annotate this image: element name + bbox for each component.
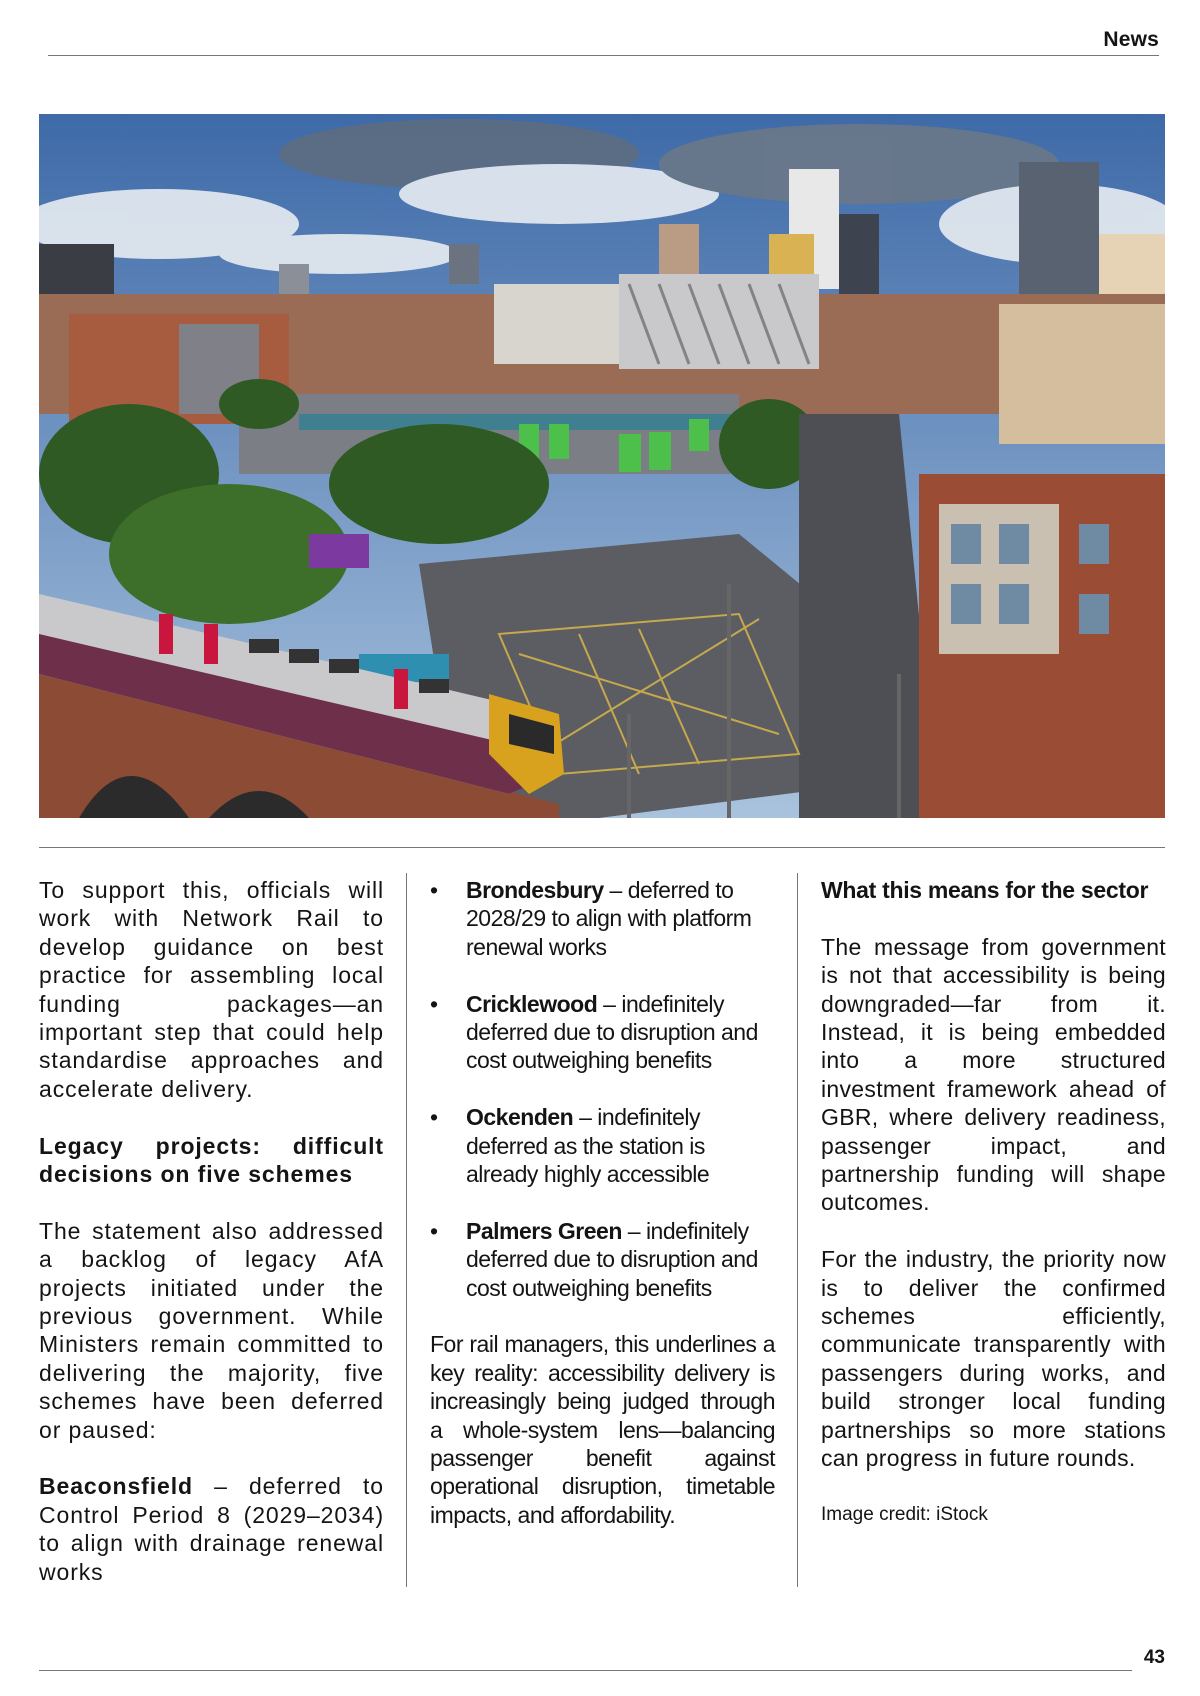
subheading: What this means for the sector (821, 877, 1149, 903)
column-divider (797, 873, 798, 1587)
header-divider (48, 55, 1159, 56)
list-item: • Cricklewood – indefinitely deferred due to disruption and cost outweighing benefits (430, 990, 758, 1074)
subheading: Legacy projects: difficult decisions on five schemes (39, 1132, 384, 1188)
list-item: • Palmers Green – indefinitely deferred due to disruption and cost outweighing benefits (430, 1217, 758, 1301)
scheme-beaconsfield: Beaconsfield – deferred to Control Period 8 (2029–2034) to align with drainage renewal works (39, 1473, 384, 1585)
paragraph: For rail managers, this underlines a key reality: accessibility delivery is increasingly being judged through a whole-system lens—balancing passenger benefit against operational disruption, timetable impacts, and affordability. (430, 1331, 775, 1528)
column-3 (821, 876, 1166, 1558)
list-item: • Ockenden – indefinitely deferred as the station is already highly accessible (430, 1104, 710, 1188)
photo-divider (39, 847, 1165, 848)
city-train-illustration (39, 114, 1165, 818)
image-credit: Image credit: iStock (821, 1503, 988, 1525)
paragraph: The statement also addressed a backlog of legacy AfA projects initiated under the previous government. While Ministers remain committed to delivering the majority, five schemes have been deferred or paused: (39, 1217, 384, 1443)
column-1 (39, 876, 384, 1615)
section-label: News (1103, 28, 1159, 51)
column-2 (430, 876, 775, 1558)
paragraph: To support this, officials will work with Network Rail to develop guidance on best practice for assembling local funding packages—an important step that could help standardise approaches and accelerate delivery. (39, 877, 384, 1102)
page-number: 43 (1143, 1647, 1165, 1668)
footer-divider (39, 1670, 1132, 1671)
list-item: • Brondesbury – deferred to 2028/29 to align with platform renewal works (430, 877, 752, 960)
paragraph: For the industry, the priority now is to deliver the confirmed schemes efficiently, communicate transparently with passengers during works, and build stronger local funding partnerships so more stations can progress in future rounds. (821, 1246, 1166, 1472)
article-photo (39, 114, 1165, 818)
paragraph: The message from government is not that accessibility is being downgraded—far from it. Instead, it is being embedded into a more structured investment framework ahead of GBR, where delivery readiness, passenger impact, and partnership funding will shape outcomes. (821, 933, 1166, 1216)
column-divider (406, 873, 407, 1587)
scheme-list (430, 876, 775, 1302)
